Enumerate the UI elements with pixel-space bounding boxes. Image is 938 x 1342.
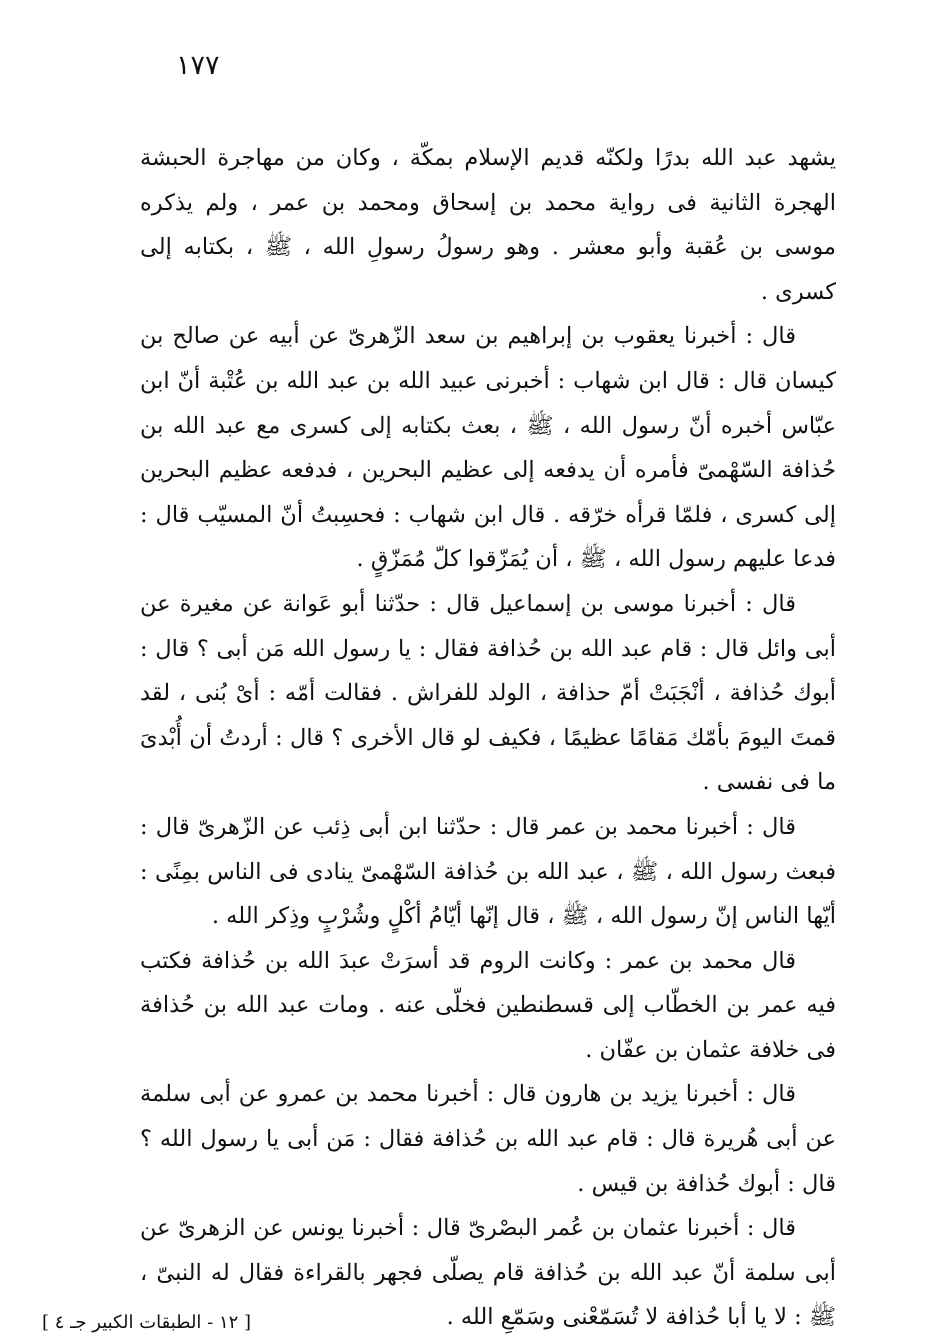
paragraph-5: قال محمد بن عمر : وكانت الروم قد أسرَتْ عبدَ الله بن حُذافة فكتب فيه عمر بن الخطّاب إلى قسطنطين فخلّى عنه . ومات عبد الله بن حُذافة فى خلافة عثمان بن عفّان . bbox=[140, 947, 836, 1063]
paragraph-4: قال : أخبرنا محمد بن عمر قال : حدّثنا ابن أبى ذِئب عن الزّهرىّ قال : فبعث رسول الله ، ﷺ ، عبد الله بن حُذافة السّهْمىّ ينادى فى الناس بمِنًى : أيّها الناس إنّ رسول الله ، ﷺ ، قال إنّها أيّامُ أكْلٍ وشُرْبٍ وذِكر الله . bbox=[140, 813, 836, 930]
paragraph-2: قال : أخبرنا يعقوب بن إبراهيم بن سعد الزّهرىّ عن أبيه عن صالح بن كيسان قال : قال ابن شهاب : أخبرنى عبيد الله بن عبد الله بن عُتْبة أنّ ابن عبّاس أخبره أنّ رسول الله ، ﷺ ، بعث بكتابه إلى كسرى مع عبد الله بن حُذافة السّهْمىّ فأمره أن يدفعه إلى عظيم البحرين ، فدفعه عظيم البحرين إلى كسرى ، فلمّا قرأه خرّقه . قال ابن شهاب : فحسِبتُ أنّ المسيّب قال : فدعا عليهم رسول الله ، ﷺ ، أن يُمَزّقوا كلّ مُمَزّقٍ . bbox=[140, 323, 837, 573]
footer-signature: [ ١٢ - الطبقات الكبير جـ ٤ ] bbox=[42, 1312, 252, 1333]
page-number: ١٧٧ bbox=[176, 50, 220, 81]
paragraph-7: قال : أخبرنا عثمان بن عُمر البصْرىّ قال : أخبرنا يونس عن الزهرىّ عن أبى سلمة أنّ عبد الله بن حُذافة قام يصلّى فجهر بالقراءة فقال له النبىّ ، ﷺ : لا يا أبا حُذافة لا تُسَمّعْنى وسَمّعِ الله . bbox=[140, 1215, 836, 1331]
paragraph-6: قال : أخبرنا يزيد بن هارون قال : أخبرنا محمد بن عمرو عن أبى سلمة عن أبى هُريرة قال : قام عبد الله بن حُذافة فقال : مَن أبى يا رسول الله ؟ قال : أبوك حُذافة بن قيس . bbox=[140, 1081, 836, 1197]
paragraph-1: يشهد عبد الله بدرًا ولكنّه قديم الإسلام بمكّة ، وكان من مهاجرة الحبشة الهجرة الثانية فى رواية محمد بن إسحاق ومحمد بن عمر ، ولم يذكره موسى بن عُقبة وأبو معشر . وهو رسولُ رسولِ الله ، ﷺ ، بكتابه إلى كسرى . bbox=[140, 145, 836, 305]
text-body bbox=[140, 136, 836, 1340]
paragraph-3: قال : أخبرنا موسى بن إسماعيل قال : حدّثنا أبو عَوانة عن مغيرة عن أبى وائل قال : قام عبد الله بن حُذافة فقال : يا رسول الله مَن أبى ؟ قال : أبوك حُذافة ، أنْجَبَتْ أمّ حذافة ، الولد للفراش . فقالت أمّه : أىْ بُنى ، لقد قمتَ اليومَ بأمّك مَقامًا عظيمًا ، فكيف لو قال الأخرى ؟ قال : أردتُ أن أُبْدىَ ما فى نفسى . bbox=[140, 590, 836, 796]
